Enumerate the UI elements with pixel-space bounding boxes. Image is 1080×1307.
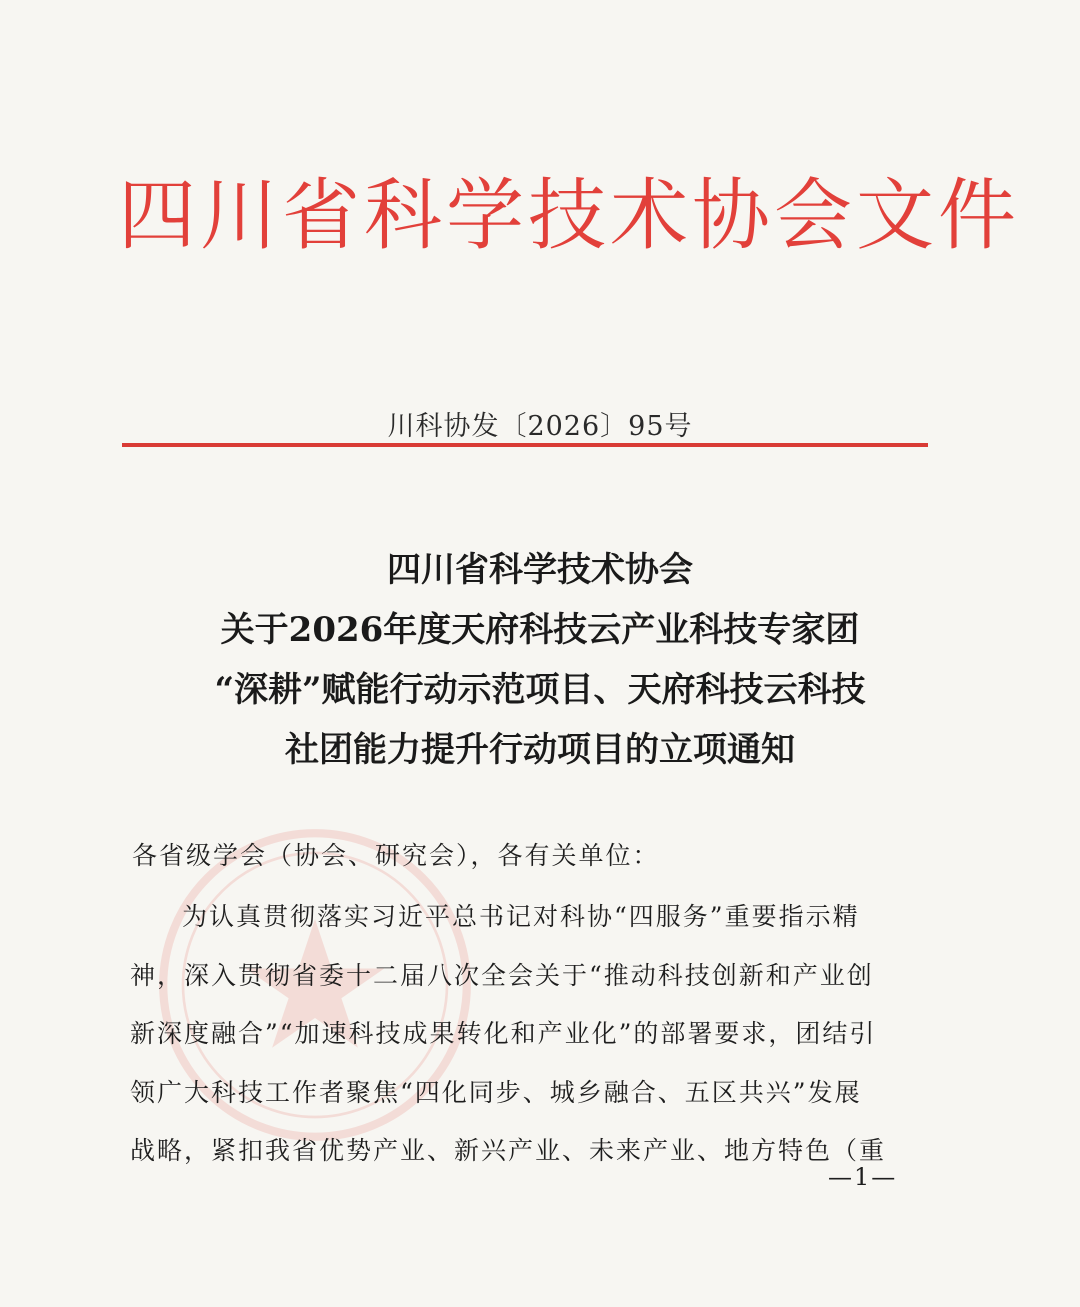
body-line: 战略，紧扣我省优势产业、新兴产业、未来产业、地方特色（重 xyxy=(130,1136,887,1165)
title-line: 四川省科学技术协会 xyxy=(387,550,693,590)
red-header-title: 四川省科学技术协会文件 xyxy=(118,171,1021,261)
body-line: 领广大科技工作者聚焦“四化同步、城乡融合、五区共兴”发展 xyxy=(130,1077,862,1107)
body-paragraph xyxy=(130,888,920,1181)
red-divider-line xyxy=(122,443,928,447)
title-line: 社团能力提升行动项目的立项通知 xyxy=(285,730,795,770)
body-line: 新深度融合”“加速科技成果转化和产业化”的部署要求，团结引 xyxy=(130,1019,877,1048)
title-line: 关于2026年度天府科技云产业科技专家团 xyxy=(220,610,860,650)
body-line: 为认真贯彻落实习近平总书记对科协“四服务”重要指示精 xyxy=(182,902,860,931)
page-number: —1— xyxy=(828,1163,898,1191)
document-number: 川科协发〔2026〕95号 xyxy=(387,411,693,442)
notice-title xyxy=(0,540,1080,780)
salutation: 各省级学会（协会、研究会），各有关单位： xyxy=(132,841,660,870)
body-line: 神，深入贯彻省委十二届八次全会关于“推动科技创新和产业创 xyxy=(130,960,874,990)
title-line: “深耕”赋能行动示范项目、天府科技云科技 xyxy=(214,670,866,710)
